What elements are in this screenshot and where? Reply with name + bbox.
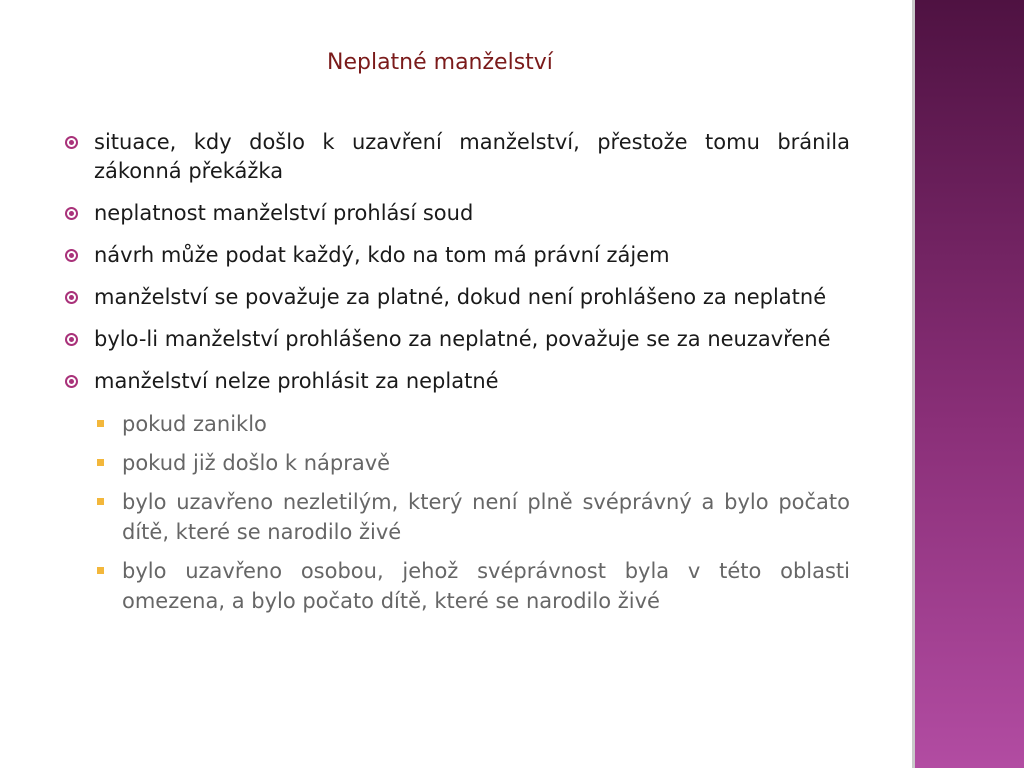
sub-list-item <box>94 487 850 547</box>
bullet-square-icon <box>94 409 122 427</box>
sub-list-item <box>94 448 850 478</box>
sub-list-item-text: bylo uzavřeno nezletilým, který není plně svéprávný a bylo počato dítě, které se narodilo živé <box>122 490 850 544</box>
sub-list-item-text: pokud již došlo k nápravě <box>122 451 391 475</box>
bullet-circle-icon <box>64 128 94 149</box>
list-item-text: bylo-li manželství prohlášeno za neplatné, považuje se za neuzavřené <box>94 327 831 351</box>
list-item <box>64 367 850 396</box>
bullet-square-icon <box>94 556 122 574</box>
bullet-circle-icon <box>64 241 94 262</box>
list-item <box>64 199 850 228</box>
bullet-circle-icon <box>64 199 94 220</box>
list-item-text: návrh může podat každý, kdo na tom má právní zájem <box>94 243 670 267</box>
bullet-circle-icon <box>64 283 94 304</box>
list-item-text: neplatnost manželství prohlásí soud <box>94 201 474 225</box>
slide-title: Neplatné manželství <box>327 50 553 75</box>
sub-list-item-text: bylo uzavřeno osobou, jehož svéprávnost byla v této oblasti omezena, a bylo počato dítě, které se narodilo živé <box>122 559 850 613</box>
bullet-square-icon <box>94 448 122 466</box>
sub-list-item <box>94 409 850 439</box>
bullet-circle-icon <box>64 325 94 346</box>
sub-list-item <box>94 556 850 616</box>
list-item <box>64 283 850 312</box>
sub-list-item-text: pokud zaniklo <box>122 412 267 436</box>
list-item-text: situace, kdy došlo k uzavření manželství, přestože tomu bránila zákonná překážka <box>94 130 850 183</box>
list-item-text: manželství nelze prohlásit za neplatné <box>94 369 499 393</box>
bullet-circle-icon <box>64 367 94 388</box>
list-item <box>64 241 850 270</box>
list-item <box>64 325 850 354</box>
list-item-text: manželství se považuje za platné, dokud není prohlášeno za neplatné <box>94 285 827 309</box>
list-item <box>64 128 850 186</box>
bullet-list <box>64 128 850 625</box>
bullet-square-icon <box>94 487 122 505</box>
decorative-sidebar <box>912 0 1024 768</box>
